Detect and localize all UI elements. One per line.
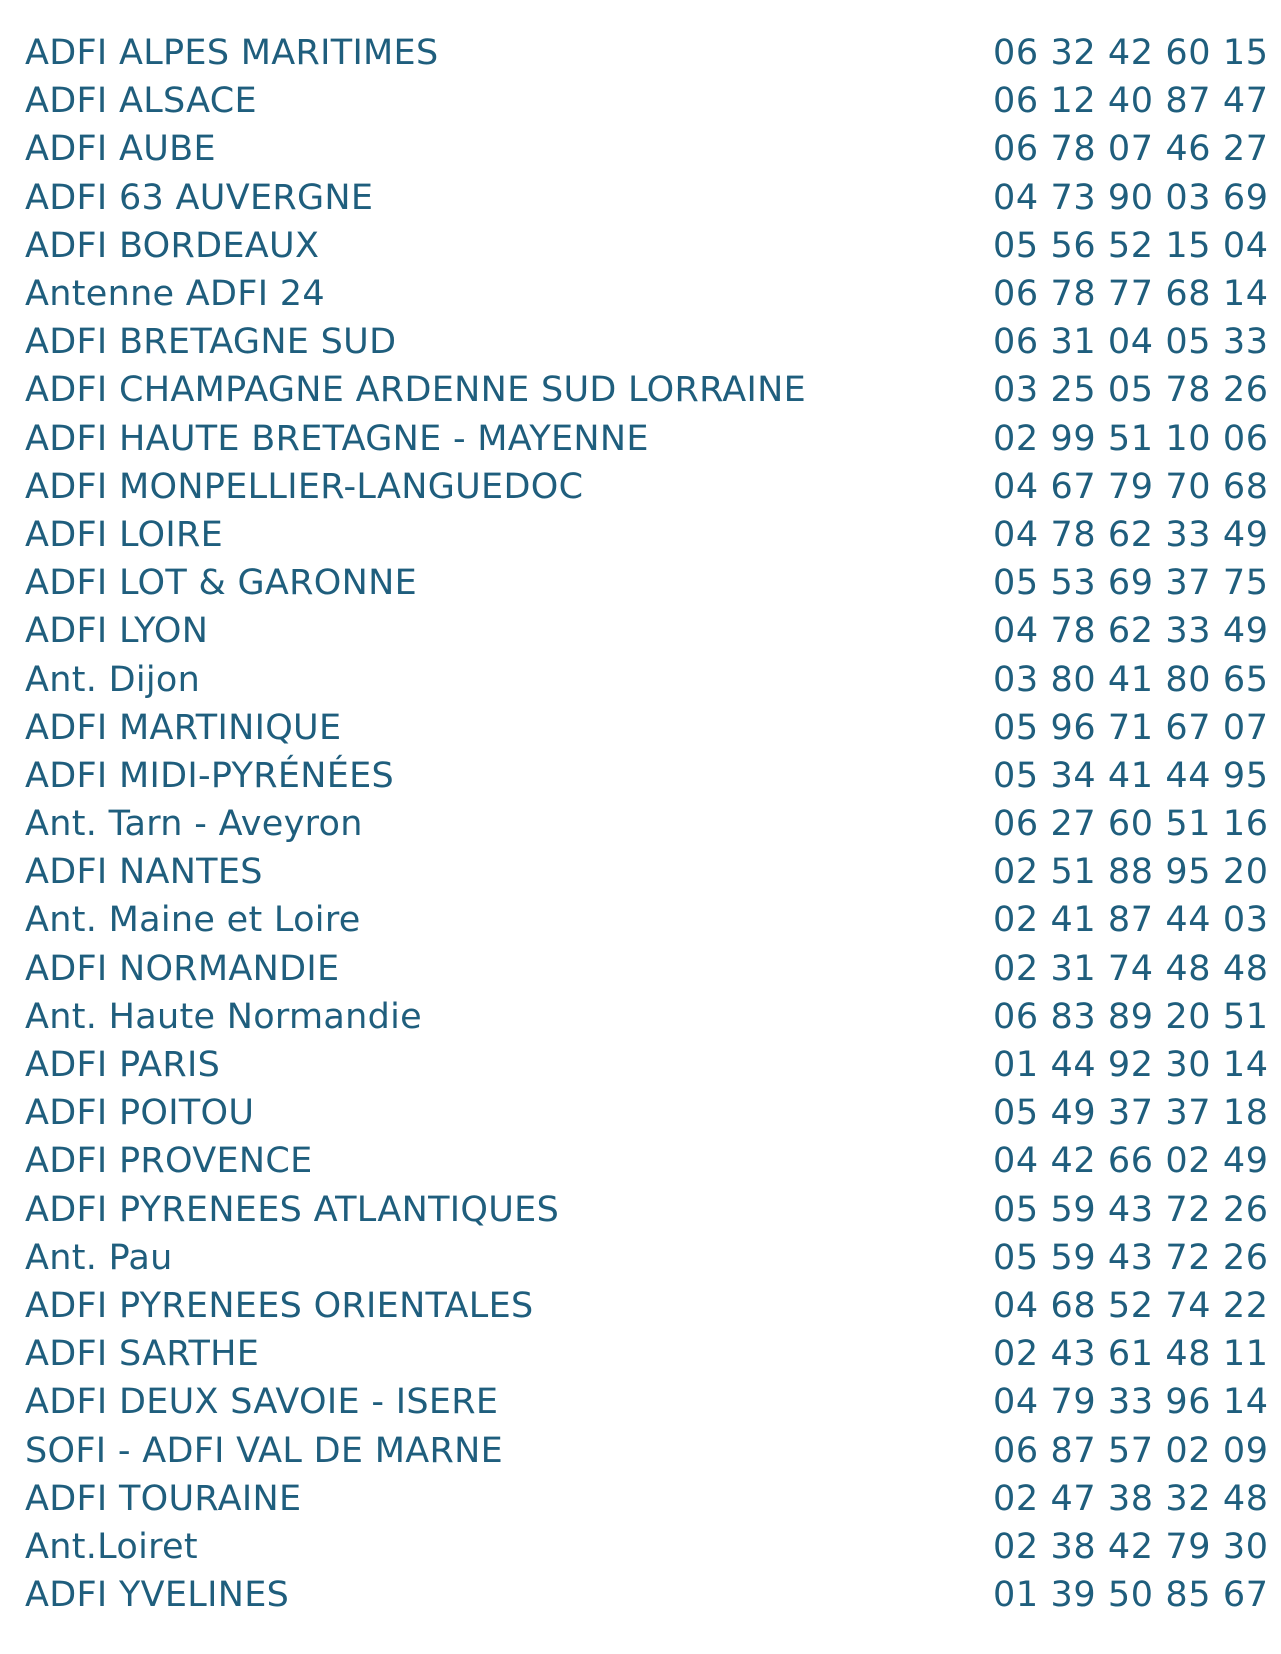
directory-entry	[25, 704, 1269, 752]
entry-phone: 04 67 79 70 68	[993, 466, 1269, 507]
directory-entry	[25, 655, 1269, 703]
directory-entry	[25, 1282, 1269, 1330]
entry-phone: 04 42 66 02 49	[993, 1141, 1269, 1182]
entry-name: ADFI MARTINIQUE	[25, 707, 342, 748]
entry-phone: 06 12 40 87 47	[993, 81, 1269, 122]
entry-phone: 05 34 41 44 95	[993, 755, 1269, 796]
entry-phone: 04 78 62 33 49	[993, 514, 1269, 555]
entry-name: ADFI NORMANDIE	[25, 948, 340, 989]
entry-name: ADFI HAUTE BRETAGNE - MAYENNE	[25, 418, 649, 459]
entry-phone: 02 51 88 95 20	[993, 852, 1269, 893]
directory-entry	[25, 1523, 1269, 1571]
entry-phone: 04 68 52 74 22	[993, 1285, 1269, 1326]
entry-phone: 06 87 57 02 09	[993, 1430, 1269, 1471]
directory-entry	[25, 77, 1269, 125]
directory-entry	[25, 463, 1269, 511]
entry-name: Antenne ADFI 24	[25, 274, 325, 315]
entry-name: ADFI 63 AUVERGNE	[25, 177, 374, 218]
directory-entry	[25, 29, 1269, 77]
entry-phone: 05 49 37 37 18	[993, 1093, 1269, 1134]
directory-entry	[25, 752, 1269, 800]
entry-phone: 05 96 71 67 07	[993, 707, 1269, 748]
directory-entry	[25, 270, 1269, 318]
directory-entry	[25, 125, 1269, 173]
directory-entry	[25, 1186, 1269, 1234]
directory-entry	[25, 1571, 1269, 1619]
directory-entry	[25, 1475, 1269, 1523]
directory-entry	[25, 607, 1269, 655]
directory-entry	[25, 559, 1269, 607]
entry-phone: 02 38 42 79 30	[993, 1526, 1269, 1567]
entry-phone: 06 31 04 05 33	[993, 322, 1269, 363]
entry-name: ADFI NANTES	[25, 852, 263, 893]
entry-name: ADFI ALPES MARITIMES	[25, 33, 439, 74]
entry-phone: 04 78 62 33 49	[993, 611, 1269, 652]
entry-name: ADFI MIDI-PYRÉNÉES	[25, 755, 395, 796]
entry-name: ADFI POITOU	[25, 1093, 255, 1134]
entry-name: ADFI SARTHE	[25, 1334, 260, 1375]
entry-phone: 06 78 77 68 14	[993, 274, 1269, 315]
entry-phone: 01 44 92 30 14	[993, 1045, 1269, 1086]
entry-phone: 05 56 52 15 04	[993, 225, 1269, 266]
entry-name: Ant. Pau	[25, 1237, 173, 1278]
directory-entry	[25, 993, 1269, 1041]
directory-entry	[25, 174, 1269, 222]
entry-phone: 03 25 05 78 26	[993, 370, 1269, 411]
directory-entry	[25, 1234, 1269, 1282]
entry-name: SOFI - ADFI VAL DE MARNE	[25, 1430, 503, 1471]
directory-entry	[25, 896, 1269, 944]
entry-name: ADFI CHAMPAGNE ARDENNE SUD LORRAINE	[25, 370, 807, 411]
entry-name: Ant. Tarn - Aveyron	[25, 804, 363, 845]
entry-phone: 04 73 90 03 69	[993, 177, 1269, 218]
entry-name: ADFI MONPELLIER-LANGUEDOC	[25, 466, 584, 507]
entry-phone: 06 27 60 51 16	[993, 804, 1269, 845]
entry-name: Ant. Haute Normandie	[25, 996, 422, 1037]
directory-entry	[25, 366, 1269, 414]
entry-phone: 02 99 51 10 06	[993, 418, 1269, 459]
contact-directory	[25, 29, 1269, 1619]
entry-name: ADFI BORDEAUX	[25, 225, 320, 266]
directory-entry	[25, 511, 1269, 559]
directory-entry	[25, 1330, 1269, 1378]
entry-phone: 01 39 50 85 67	[993, 1575, 1269, 1616]
entry-name: ADFI PYRENEES ATLANTIQUES	[25, 1189, 560, 1230]
entry-name: ADFI PROVENCE	[25, 1141, 313, 1182]
entry-phone: 02 31 74 48 48	[993, 948, 1269, 989]
entry-phone: 06 78 07 46 27	[993, 129, 1269, 170]
directory-entry	[25, 1041, 1269, 1089]
entry-phone: 02 43 61 48 11	[993, 1334, 1269, 1375]
entry-name: ADFI PYRENEES ORIENTALES	[25, 1285, 534, 1326]
directory-entry	[25, 318, 1269, 366]
entry-name: ADFI YVELINES	[25, 1575, 290, 1616]
directory-entry	[25, 1378, 1269, 1426]
entry-phone: 05 59 43 72 26	[993, 1189, 1269, 1230]
entry-phone: 06 32 42 60 15	[993, 33, 1269, 74]
entry-phone: 02 47 38 32 48	[993, 1478, 1269, 1519]
entry-name: ADFI PARIS	[25, 1045, 221, 1086]
directory-entry	[25, 222, 1269, 270]
entry-name: ADFI LYON	[25, 611, 209, 652]
directory-entry	[25, 415, 1269, 463]
directory-entry	[25, 800, 1269, 848]
entry-name: Ant.Loiret	[25, 1526, 198, 1567]
entry-name: ADFI LOIRE	[25, 514, 224, 555]
entry-phone: 06 83 89 20 51	[993, 996, 1269, 1037]
entry-phone: 04 79 33 96 14	[993, 1382, 1269, 1423]
entry-phone: 03 80 41 80 65	[993, 659, 1269, 700]
entry-name: ADFI ALSACE	[25, 81, 257, 122]
entry-name: Ant. Maine et Loire	[25, 900, 361, 941]
entry-phone: 05 59 43 72 26	[993, 1237, 1269, 1278]
entry-name: ADFI LOT & GARONNE	[25, 563, 418, 604]
directory-entry	[25, 1426, 1269, 1474]
directory-entry	[25, 1137, 1269, 1185]
directory-entry	[25, 945, 1269, 993]
entry-phone: 05 53 69 37 75	[993, 563, 1269, 604]
entry-name: ADFI AUBE	[25, 129, 216, 170]
entry-name: ADFI DEUX SAVOIE - ISERE	[25, 1382, 499, 1423]
entry-name: Ant. Dijon	[25, 659, 201, 700]
entry-name: ADFI TOURAINE	[25, 1478, 302, 1519]
entry-phone: 02 41 87 44 03	[993, 900, 1269, 941]
directory-entry	[25, 848, 1269, 896]
directory-entry	[25, 1089, 1269, 1137]
entry-name: ADFI BRETAGNE SUD	[25, 322, 397, 363]
